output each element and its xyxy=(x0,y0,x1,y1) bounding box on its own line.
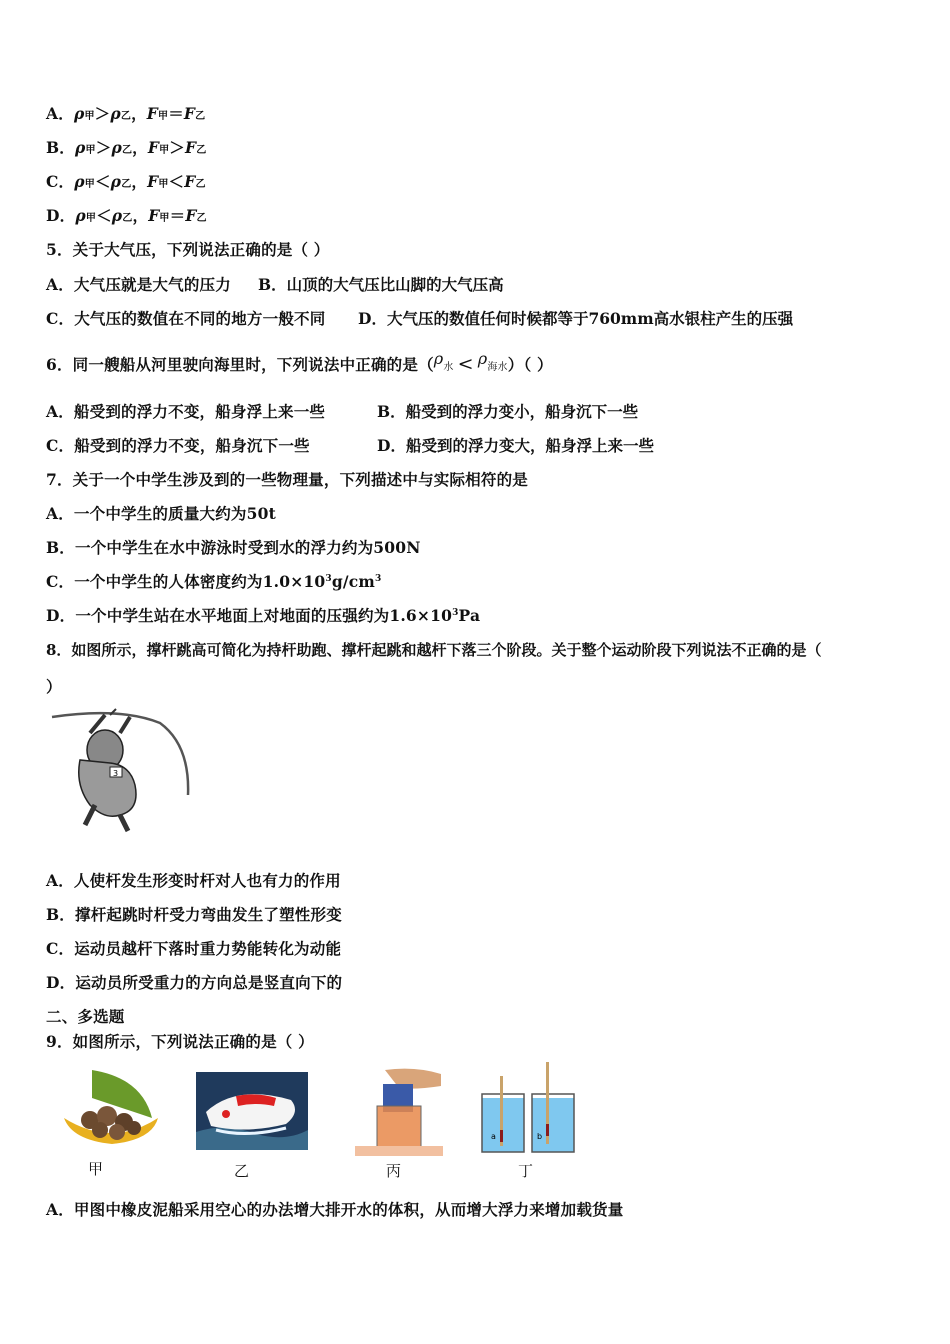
q5-option-a: A．大气压就是大气的压力 xyxy=(46,275,231,294)
two-beakers-figure xyxy=(478,1060,583,1156)
submersible-figure xyxy=(196,1072,308,1150)
q6-option-d: D．船受到的浮力变大，船身浮上来一些 xyxy=(377,436,654,455)
q8-stem: 8．如图所示，撑杆跳高可简化为持杆助跑、撑杆起跳和越杆下落三个阶段。关于整个运动阶段下列说法不正确的是（ xyxy=(46,641,822,659)
q9-stem: 9．如图所示，下列说法正确的是（ ） xyxy=(46,1032,314,1051)
q7-option-b: B．一个中学生在水中游泳时受到水的浮力约为500N xyxy=(46,538,421,557)
beaker-label-b: b xyxy=(537,1132,543,1141)
figure-caption-yi: 乙 xyxy=(234,1162,250,1180)
q8-option-c: C．运动员越杆下落时重力势能转化为动能 xyxy=(46,939,342,958)
q9-option-a: A．甲图中橡皮泥船采用空心的办法增大排开水的体积，从而增大浮力来增加载货量 xyxy=(46,1200,624,1219)
q8-option-b: B．撑杆起跳时杆受力弯曲发生了塑性形变 xyxy=(46,905,342,924)
q7-option-d: D．一个中学生站在水平地面上对地面的压强约为$1.6\times 10^3Pa$ xyxy=(46,606,481,625)
pole-vault-figure xyxy=(50,705,195,835)
q8-option-a: A．人使杆发生形变时杆对人也有力的作用 xyxy=(46,871,341,890)
section-heading: 二、多选题 xyxy=(46,1007,125,1026)
q4-option-d: D．ρ甲＜ρ乙，F甲＝F乙 xyxy=(46,206,207,225)
q5-option-d: D．大气压的数值任何时候都等于760mm高水银柱产生的压强 xyxy=(358,309,794,328)
q5-option-b: B．山顶的大气压比山脚的大气压高 xyxy=(258,275,504,294)
q5-option-c: C．大气压的数值在不同的地方一般不同 xyxy=(46,309,326,328)
beaker-label-a: a xyxy=(491,1132,496,1141)
q7-option-c: C．一个中学生的人体密度约为$1.0\times 10^3g/cm^3$ xyxy=(46,572,382,591)
q5-stem: 5．关于大气压，下列说法正确的是（ ） xyxy=(46,240,330,259)
q7-option-a: A．一个中学生的质量大约为50t xyxy=(46,504,276,523)
figure-caption-bing: 丙 xyxy=(386,1162,402,1180)
q4-option-b: B．ρ甲＞ρ乙，F甲＞F乙 xyxy=(46,138,207,157)
q4-option-c: C．ρ甲＜ρ乙，F甲＜F乙 xyxy=(46,172,206,191)
q6-option-b: B．船受到的浮力变小，船身沉下一些 xyxy=(377,402,639,421)
q6-option-a: A．船受到的浮力不变，船身浮上来一些 xyxy=(46,402,326,421)
clay-boat-figure xyxy=(62,1068,160,1148)
figure-caption-jia: 甲 xyxy=(88,1160,104,1178)
q8-stem-end: ） xyxy=(46,677,62,696)
q8-option-d: D．运动员所受重力的方向总是竖直向下的 xyxy=(46,973,343,992)
q6-stem: 6．同一艘船从河里驶向海里时，下列说法中正确的是（ρ水 < ρ海水）（ ） xyxy=(46,349,553,375)
svg-text:3: 3 xyxy=(113,769,119,778)
q4-option-a: A．ρ甲＞ρ乙，F甲＝F乙 xyxy=(46,104,206,123)
beaker-press-figure xyxy=(355,1066,443,1158)
q7-stem: 7．关于一个中学生涉及到的一些物理量，下列描述中与实际相符的是 xyxy=(46,470,528,489)
figure-caption-ding: 丁 xyxy=(518,1162,534,1180)
q6-option-c: C．船受到的浮力不变，船身沉下一些 xyxy=(46,436,310,455)
